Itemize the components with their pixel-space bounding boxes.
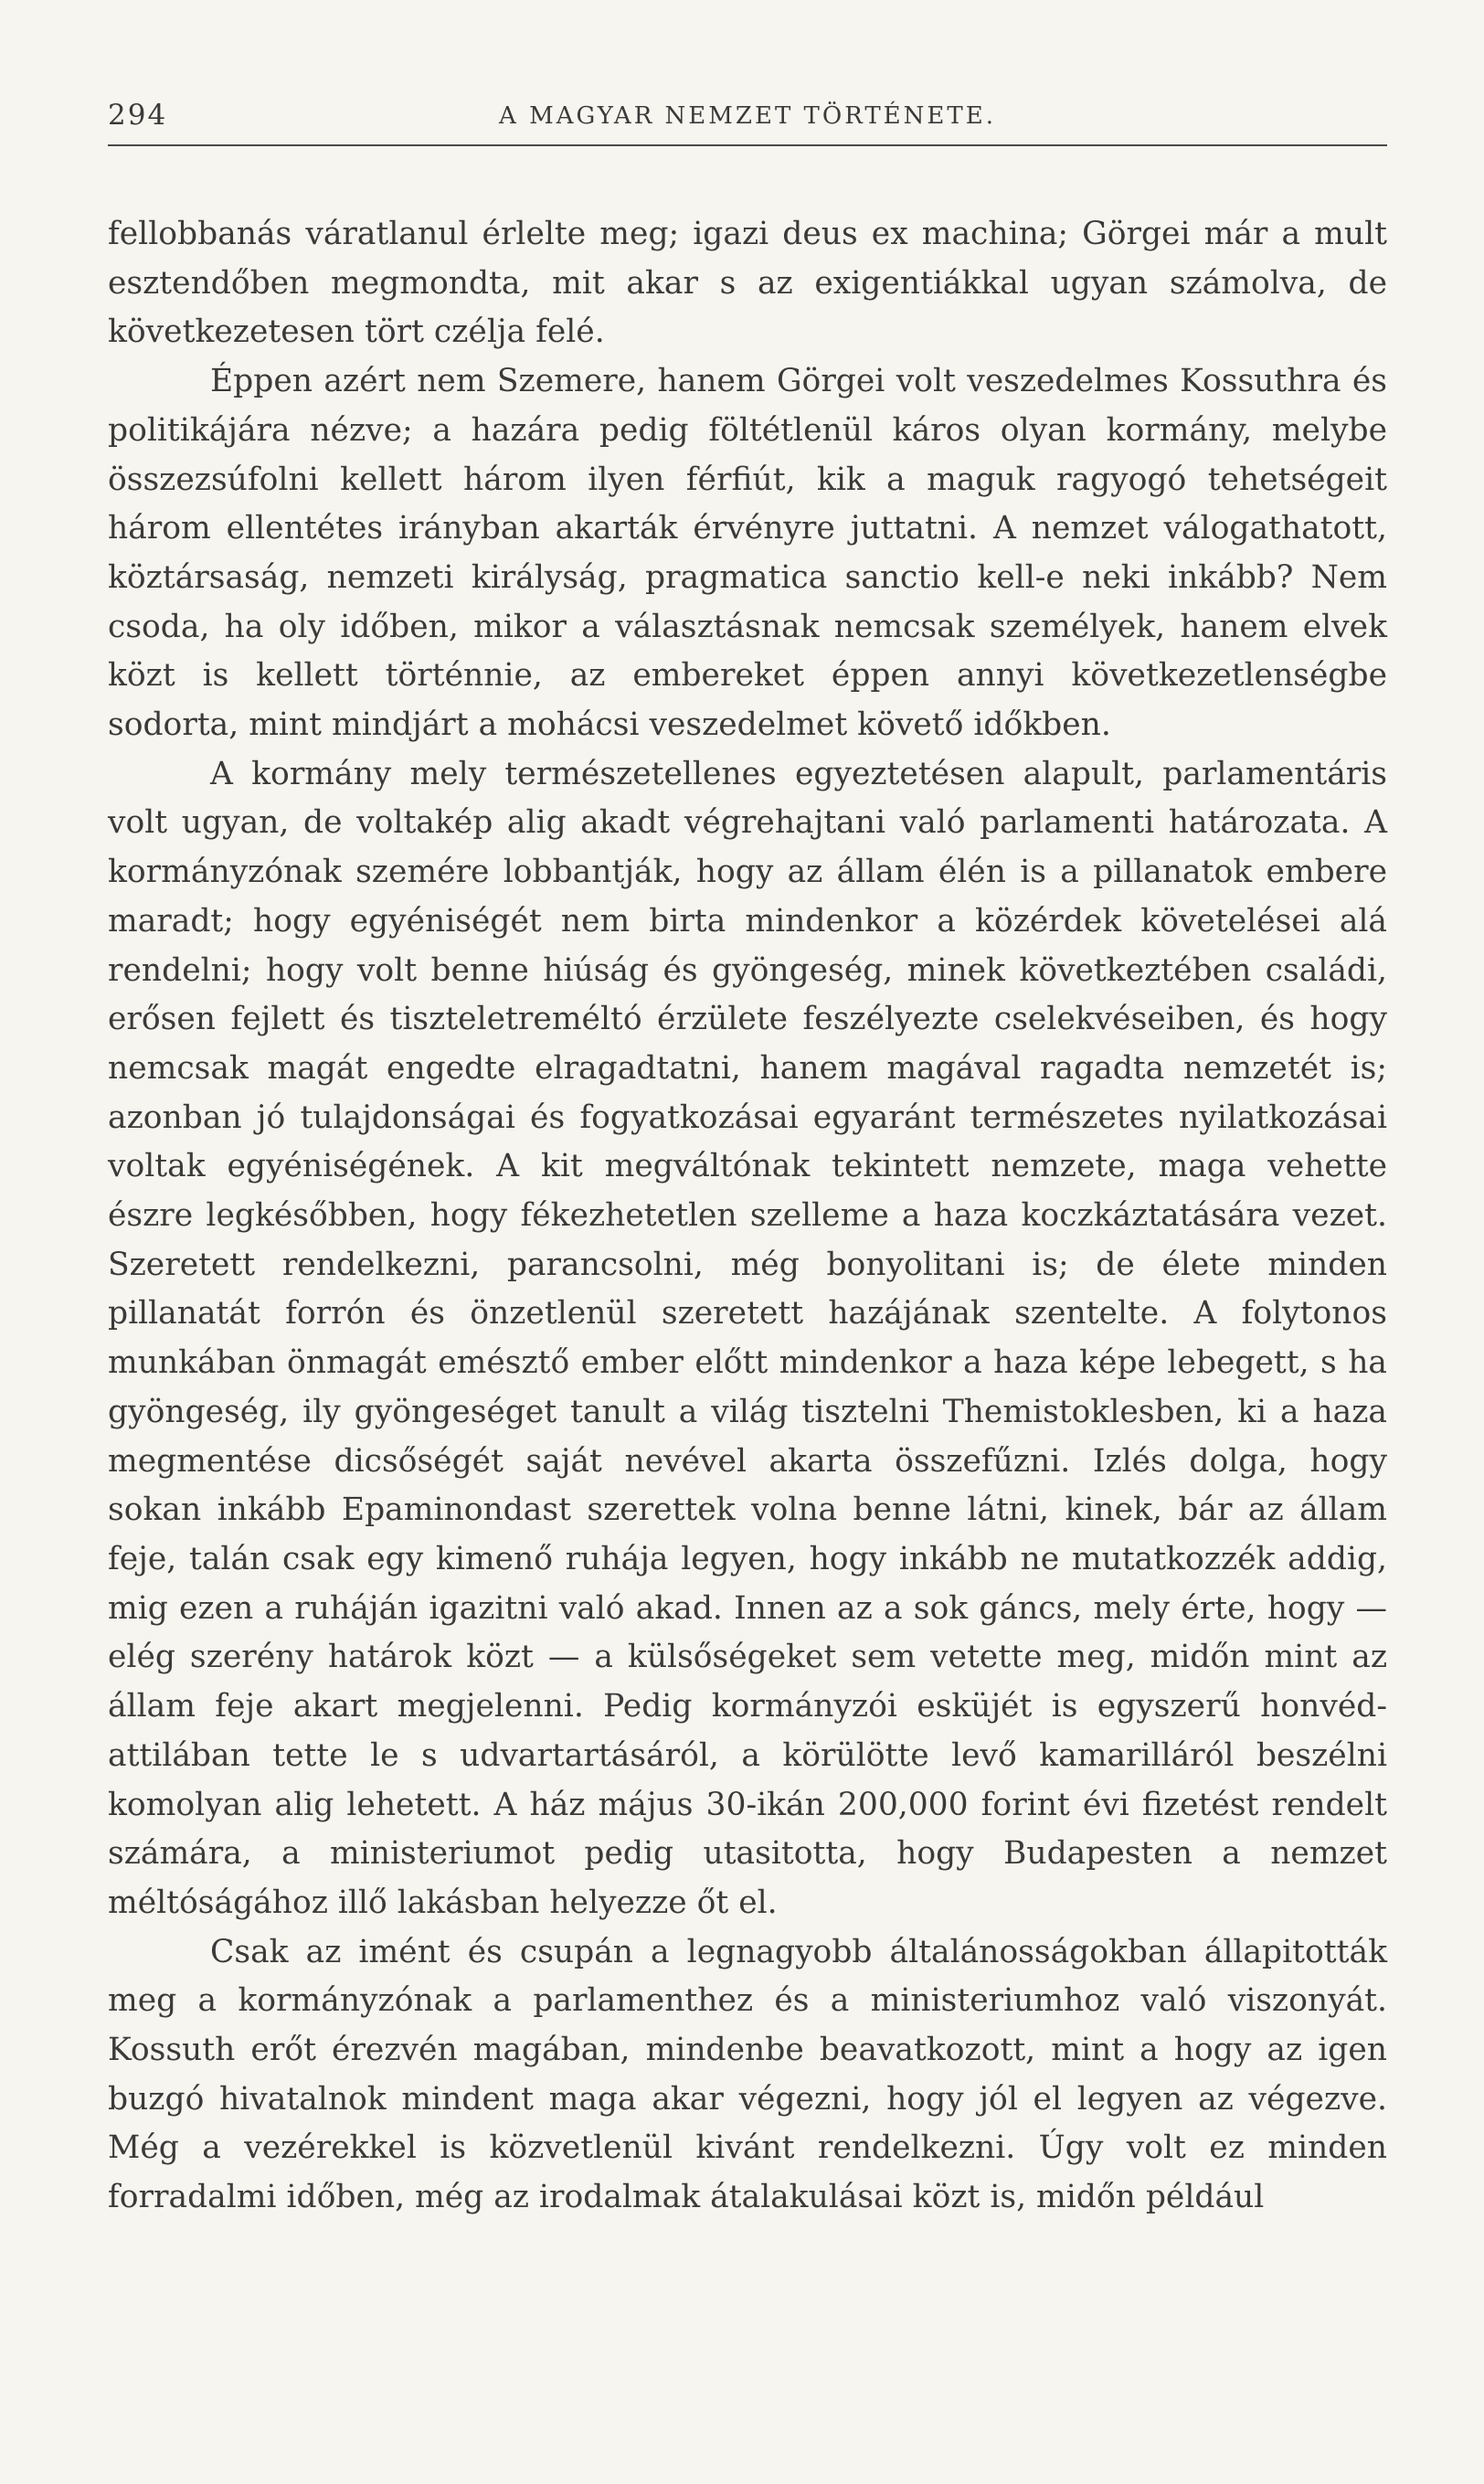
- paragraph: Csak az imént és csupán a legnagyobb általánosságokban állapitották meg a kormányzónak a parlamenthez és a ministeriumhoz való viszonyát. Kossuth erőt érezvén magában, mindenbe beavatkozott, mint a hogy az igen buzgó hivatalnok mindent maga akar végezni, hogy jól el legyen az végezve. Még a vezérekkel is közvetlenül kivánt rendelkezni. Úgy volt ez minden forradalmi időben, még az irodalmak átalakulásai közt is, midőn például: [108, 1933, 1387, 2216]
- paragraph: A kormány mely természetellenes egyeztetésen alapult, parlamentáris volt ugyan, de voltakép alig akadt végrehajtani való parlamenti határozata. A kormányzónak szemére lobbantják, hogy az állam élén is a pillanatok embere maradt; hogy egyéniségét nem birta mindenkor a közérdek követelései alá rendelni; hogy volt benne hiúság és gyöngeség, minek következtében családi, erősen fejlett és tiszteletreméltó érzülete feszélyezte cselekvéseiben, és hogy nemcsak magát engedte elragadtatni, hanem magával ragadta nemzetét is; azonban jó tulajdonságai és fogyatkozásai egyaránt természetes nyilatkozásai voltak egyéniségének. A kit megváltónak tekintett nemzete, maga vehette észre legkésőbben, hogy fékezhetetlen szelleme a haza koczkáztatására vezet. Szeretett rendelkezni, parancsolni, még bonyolitani is; de élete minden pillanatát forrón és önzetlenül szeretett hazájának szentelte. A folytonos munkában önmagát emésztő ember előtt mindenkor a haza képe lebegett, s ha gyöngeség, ily gyöngeséget tanult a világ tisztelni Themistoklesben, ki a haza megmentése dicsőségét saját nevével akarta összefűzni. Izlés dolga, hogy sokan inkább Epaminondast szerettek volna benne látni, kinek, bár az állam feje, talán csak egy kimenő ruhája legyen, hogy inkább ne mutatkozzék addig, mig ezen a ruháján igazitni való akad. Innen az a sok gáncs, mely érte, hogy — elég szerény határok közt — a külsőségeket sem vetette meg, midőn mint az állam feje akart megjelenni. Pedig kormányzói esküjét is egyszerű honvéd-attilában tette le s udvartartásáról, a körülötte levő kamarilláról beszélni komolyan alig lehetett. A ház május 30-ikán 200,000 forint évi fizetést rendelt számára, a ministeriumot pedig utasitotta, hogy Budapesten a nemzet méltóságához illő lakásban helyezze őt el.: [108, 755, 1387, 1921]
- running-head: [108, 99, 1387, 146]
- paragraph-continuation: fellobbanás váratlanul érlelte meg; igazi deus ex machina; Görgei már a mult esztendőben megmondta, mit akar s az exigentiákkal ugyan számolva, de következetesen tört czélja felé.: [108, 216, 1387, 351]
- body-text: [108, 210, 1387, 2223]
- page-number: 294: [108, 99, 168, 132]
- paragraph: Éppen azért nem Szemere, hanem Görgei volt veszedelmes Kossuthra és politikájára nézve; a hazára pedig föltétlenül káros olyan kormány, melybe összezsúfolni kellett három ilyen férfiút, kik a maguk ragyogó tehetségeit három ellentétes irányban akarták érvényre juttatni. A nemzet válogathatott, köztársaság, nemzeti királyság, pragmatica sanctio kell-e neki inkább? Nem csoda, ha oly időben, mikor a választásnak nemcsak személyek, hanem elvek közt is kellett történnie, az embereket éppen annyi következetlenségbe sodorta, mint mindjárt a mohácsi veszedelmet követő időkben.: [108, 363, 1387, 744]
- running-title: A MAGYAR NEMZET TÖRTÉNETE.: [499, 102, 996, 130]
